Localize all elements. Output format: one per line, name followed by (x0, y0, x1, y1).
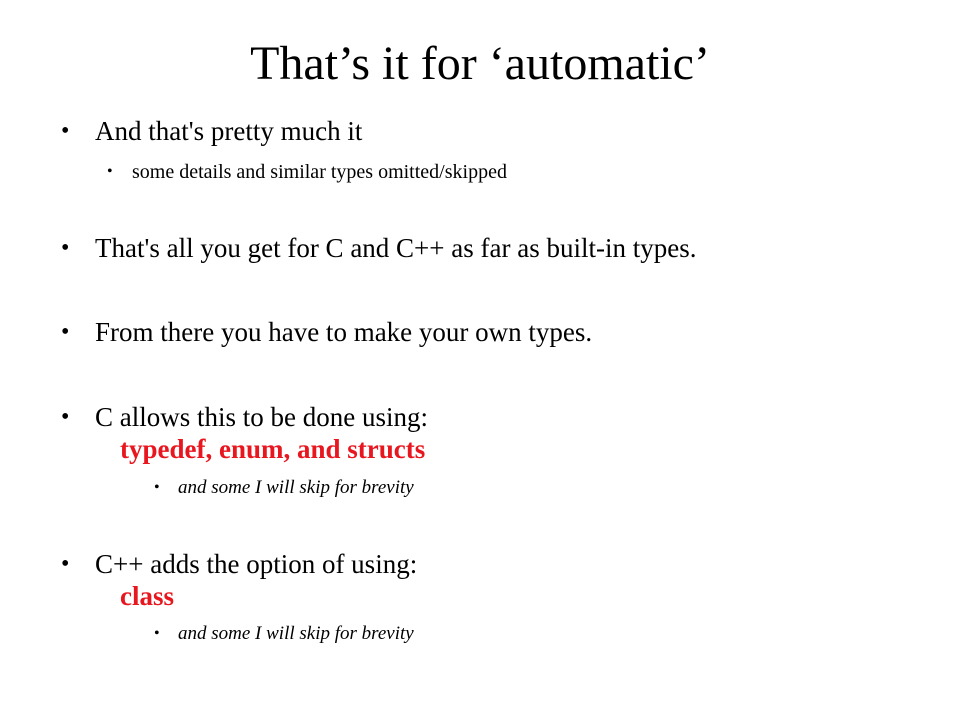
bullet-item (61, 548, 418, 580)
sub-bullet-item (107, 160, 507, 184)
bullet-icon: • (61, 235, 70, 261)
sub-bullet-item (154, 476, 414, 500)
slide-title: That’s it for ‘automatic’ (250, 37, 710, 90)
keyword-text: typedef, enum, and structs (120, 434, 426, 464)
bullet-text: some details and similar types omitted/skipped (132, 161, 507, 183)
bullet-item (61, 232, 697, 264)
bullet-text: and some I will skip for brevity (178, 623, 414, 644)
keyword-text: class (120, 581, 174, 611)
bullet-text: From there you have to make your own types. (95, 317, 593, 347)
bullet-icon: • (61, 118, 70, 144)
bullet-text: C allows this to be done using: (95, 402, 428, 432)
bullet-icon: • (107, 163, 113, 180)
bullet-text: and some I will skip for brevity (178, 477, 414, 498)
bullet-icon: • (61, 404, 70, 430)
bullet-item (61, 401, 428, 433)
bullet-text: And that's pretty much it (95, 116, 363, 146)
bullet-icon: • (154, 625, 160, 642)
bullet-icon: • (61, 319, 70, 345)
bullet-text: That's all you get for C and C++ as far as built-in types. (95, 233, 697, 263)
bullet-item (61, 115, 363, 147)
bullet-icon: • (154, 479, 160, 496)
bullet-icon: • (61, 551, 70, 577)
sub-bullet-item (154, 622, 414, 646)
bullet-text: C++ adds the option of using: (95, 549, 418, 579)
bullet-item (61, 316, 593, 348)
